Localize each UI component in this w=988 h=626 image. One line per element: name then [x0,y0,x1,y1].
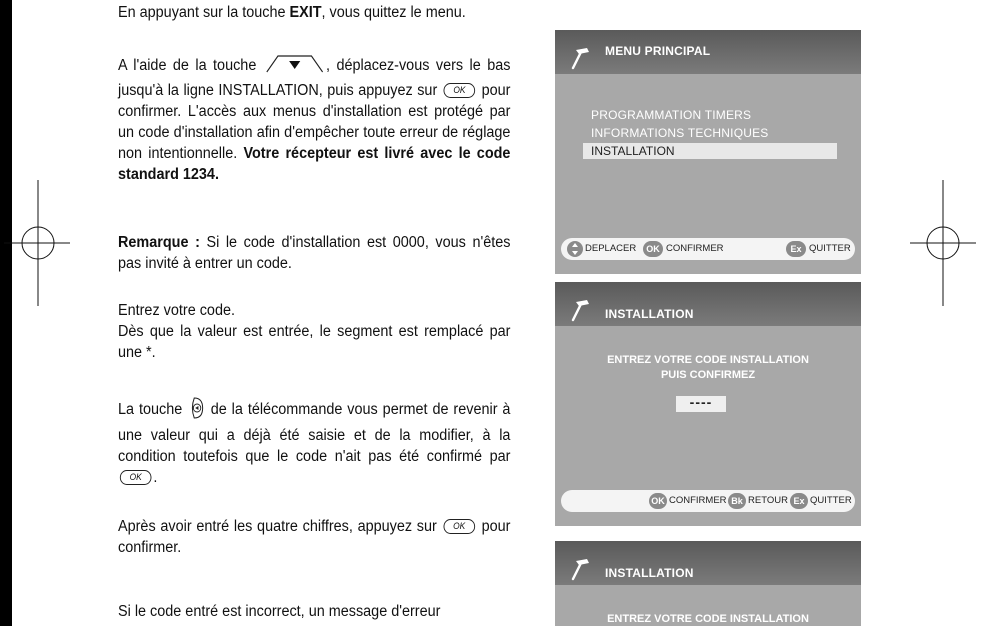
ok-key-icon: OK [443,519,475,534]
text-run: La touche [118,401,188,418]
footer-quit-label: QUITTER [810,495,852,506]
screen-title: INSTALLATION [605,566,694,580]
text-run: Si le code d'installation est 0000, vous n'êtes pas invité à entrer un code. [118,234,511,272]
text-run: A l'aide de la touche [118,57,263,74]
hammer-icon [567,44,595,75]
standard-code-note: Votre récepteur est livré avec le code standard 1234. [118,145,511,183]
hammer-icon [567,296,595,327]
text-line: Si le code entré est incorrect, un message d'erreur [118,603,441,620]
text-run: , déplacez-vous vers le bas jusqu'à la ligne INSTALLATION, puis appuyez sur [118,57,511,99]
paragraph-back-key [118,397,510,488]
paragraph-confirm [118,516,510,558]
menu-item-label: INSTALLATION [591,144,675,158]
page-edge-bar [0,0,12,626]
ok-key-icon: OK [120,470,152,485]
screen-title-bar [555,541,861,585]
screen-title-bar [555,282,861,326]
menu-principal-screen [555,30,861,274]
code-prompt-line1: ENTREZ VOTRE CODE INSTALLATION [607,354,809,366]
text-run: de la télécommande vous permet de revenir à une valeur qui a déjà été saisie et de la modifier, à la condition toutefois que le code n'ait pas été confirmé par [118,401,511,465]
paragraph-error [118,601,510,622]
text-run: , vous quittez le menu. [321,4,466,21]
paragraph-enter-code [118,300,510,363]
text-run: pour confirmer. [118,518,511,556]
ok-key-icon: OK [444,83,476,98]
menu-item-technical-info[interactable]: INFORMATIONS TECHNIQUES [591,126,769,140]
screen-footer [561,238,855,260]
text-line: Entrez votre code. [118,302,235,319]
text-run: Après avoir entré les quatre chiffres, appuyez sur [118,518,442,535]
registration-mark-left [0,180,72,310]
footer-confirm-label: CONFIRMER [666,243,724,254]
ok-button-icon: OK [643,241,663,257]
ex-button-icon: Ex [786,241,806,257]
ex-button-icon: Ex [790,493,808,509]
text-run: En appuyant sur la touche [118,4,290,21]
text-run: pour confirmer. L'accès aux menus d'installation est protégé par un code d'installation afin d'empêcher toute erreur de réglage non intentionnelle. [118,82,511,162]
screen-title: INSTALLATION [605,307,694,321]
footer-back-label: RETOUR [748,495,788,506]
navigate-arrows-icon [567,241,583,262]
footer-quit-label: QUITTER [809,243,851,254]
menu-item-timers[interactable]: PROGRAMMATION TIMERS [591,108,752,122]
code-prompt-line1: ENTREZ VOTRE CODE INSTALLATION [607,613,809,625]
left-key-icon [189,397,204,425]
registration-mark-right [906,180,978,310]
paragraph-remark [118,232,510,274]
paragraph-exit [118,2,510,23]
paragraph-installation [118,54,510,185]
down-key-icon [265,54,325,80]
menu-item-installation[interactable] [583,143,837,159]
footer-move-label: DEPLACER [585,243,637,254]
ok-button-icon: OK [649,493,667,509]
screen-footer [561,490,855,512]
bk-button-icon: Bk [728,493,746,509]
remark-label: Remarque : [118,234,200,251]
installation-code-screen [555,282,861,526]
code-prompt-line2: PUIS CONFIRMEZ [660,369,756,381]
text-line: Dès que la valeur est entrée, le segment est remplacé par une *. [118,323,511,361]
exit-key-label: EXIT [289,4,322,21]
screen-title: MENU PRINCIPAL [605,44,711,58]
code-input[interactable]: ---- [676,396,726,412]
hammer-icon [567,555,595,586]
text-run: . [153,469,158,486]
footer-confirm-label: CONFIRMER [669,495,727,506]
installation-error-screen [555,541,861,626]
